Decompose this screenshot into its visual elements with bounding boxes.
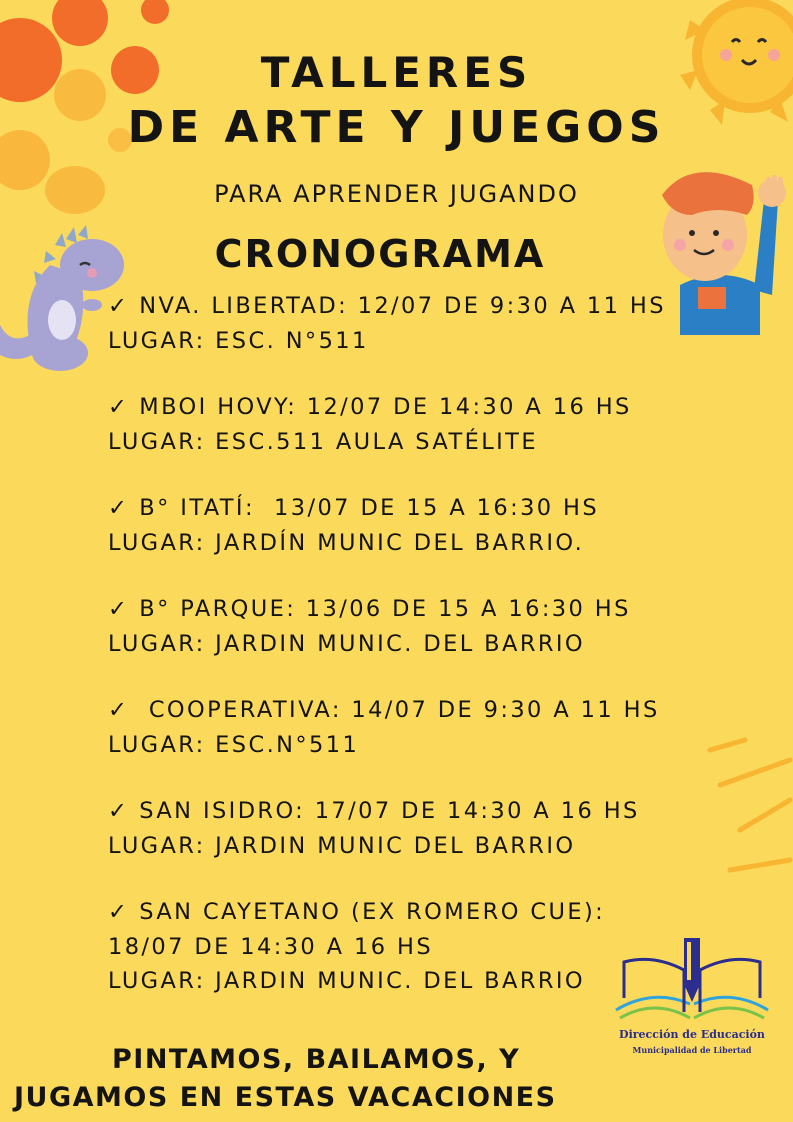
schedule-text: LUGAR: JARDIN MUNIC. DEL BARRIO <box>108 968 586 994</box>
schedule-entry-line <box>108 627 688 662</box>
check-icon: ✓ <box>108 697 130 723</box>
schedule-entry <box>108 390 688 459</box>
schedule-entry-line <box>108 425 688 460</box>
schedule-text: 18/07 DE 14:30 A 16 HS <box>108 933 434 960</box>
schedule-entry-line <box>108 526 688 561</box>
book-pencil-logo <box>608 928 776 1028</box>
schedule-entry-heading <box>108 592 688 627</box>
schedule-text: MBOI HOVY: 12/07 DE 14:30 A 16 HS <box>139 394 632 420</box>
schedule-text: SAN CAYETANO (EX ROMERO CUE): <box>139 899 606 925</box>
schedule-entry-line <box>108 324 688 359</box>
schedule-list <box>108 289 688 1031</box>
section-title: CRONOGRAMA <box>214 232 546 276</box>
schedule-entry-heading <box>108 289 688 324</box>
schedule-text: LUGAR: JARDIN MUNIC. DEL BARRIO <box>108 630 586 657</box>
check-icon: ✓ <box>108 596 130 622</box>
schedule-text: LUGAR: JARDIN MUNIC DEL BARRIO <box>108 832 576 859</box>
title-line-1: TALLERES <box>260 48 533 97</box>
footer-line-1: PINTAMOS, BAILAMOS, Y <box>112 1044 521 1075</box>
schedule-text: COOPERATIVA: 14/07 DE 9:30 A 11 HS <box>139 697 660 723</box>
schedule-text: SAN ISIDRO: 17/07 DE 14:30 A 16 HS <box>139 798 640 824</box>
schedule-text: LUGAR: ESC.N°511 <box>108 731 360 758</box>
schedule-entry <box>108 693 688 762</box>
schedule-entry-heading <box>108 491 688 526</box>
schedule-text: LUGAR: JARDÍN MUNIC DEL BARRIO. <box>108 529 585 556</box>
schedule-entry <box>108 592 688 661</box>
schedule-text: B° PARQUE: 13/06 DE 15 A 16:30 HS <box>139 596 631 622</box>
schedule-entry <box>108 895 688 999</box>
schedule-entry-line <box>108 728 688 763</box>
education-logo <box>608 928 776 1058</box>
schedule-entry-heading <box>108 390 688 425</box>
schedule-entry-line <box>108 829 688 864</box>
logo-title: Dirección de Educación <box>619 1028 765 1041</box>
schedule-text: B° ITATÍ: 13/07 DE 15 A 16:30 HS <box>139 495 600 521</box>
schedule-entry-line <box>108 930 688 965</box>
schedule-entry <box>108 794 688 863</box>
check-icon: ✓ <box>108 293 130 319</box>
check-icon: ✓ <box>108 394 130 420</box>
subtitle: PARA APRENDER JUGANDO <box>214 180 579 208</box>
footer-line-2: JUGAMOS EN ESTAS VACACIONES <box>14 1082 557 1113</box>
schedule-entry-heading <box>108 895 688 930</box>
logo-subtitle: Municipalidad de Libertad <box>632 1045 752 1055</box>
schedule-entry <box>108 491 688 560</box>
schedule-text: NVA. LIBERTAD: 12/07 DE 9:30 A 11 HS <box>139 293 666 319</box>
schedule-entry-heading <box>108 693 688 728</box>
check-icon: ✓ <box>108 899 130 925</box>
title-line-2: DE ARTE Y JUEGOS <box>127 102 666 153</box>
check-icon: ✓ <box>108 798 130 824</box>
schedule-entry <box>108 289 688 358</box>
check-icon: ✓ <box>108 495 130 521</box>
schedule-entry-heading <box>108 794 688 829</box>
sun-rays-decoration <box>700 730 793 920</box>
schedule-text: LUGAR: ESC. N°511 <box>108 327 369 354</box>
schedule-entry-line <box>108 964 688 999</box>
schedule-text: LUGAR: ESC.511 AULA SATÉLITE <box>108 428 538 455</box>
